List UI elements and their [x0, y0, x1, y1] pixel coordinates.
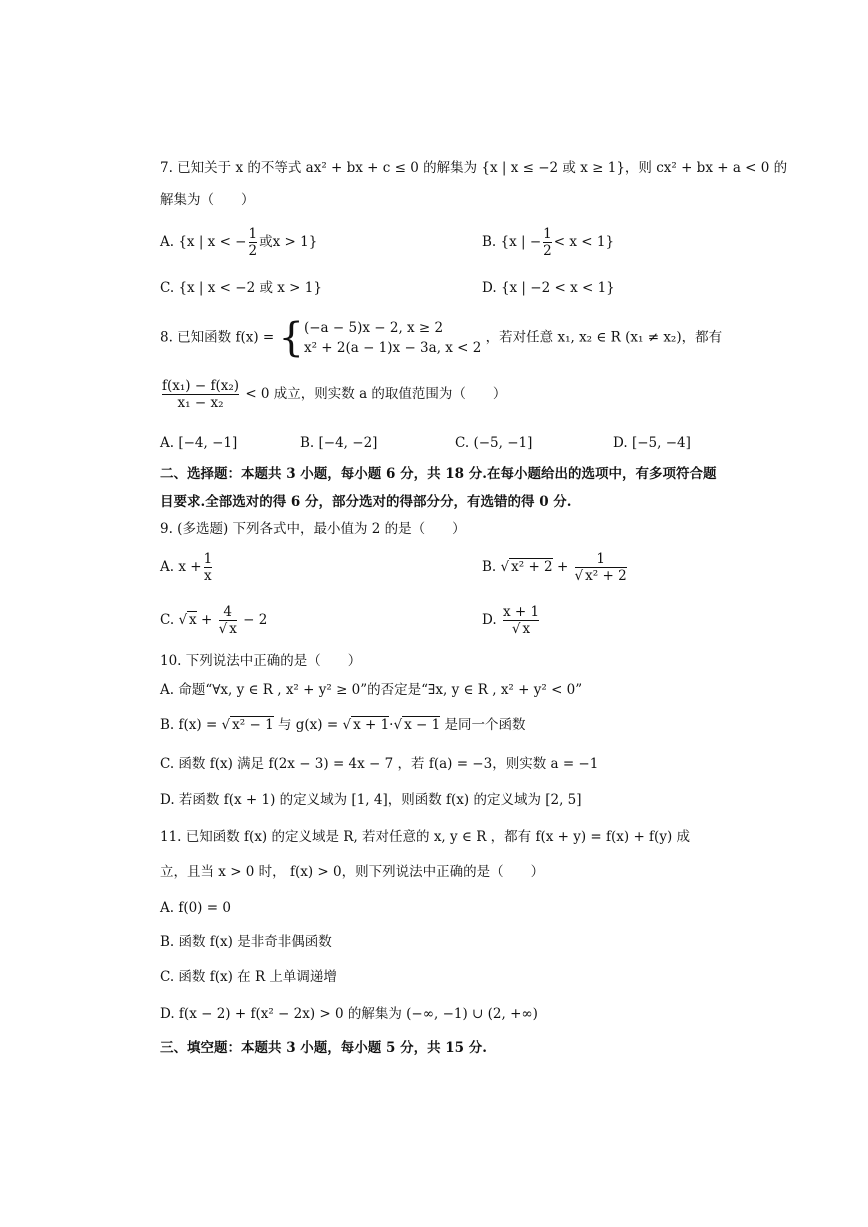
option-text: 是同一个函数 — [444, 717, 526, 733]
q7-option-d — [482, 279, 615, 297]
q7-stem-line2: 解集为（ ） — [160, 192, 255, 208]
option-text: B. f(x) = — [160, 717, 218, 733]
q10-option-c: C. 函数 f(x) 满足 f(2x − 3) = 4x − 7 ，若 f(a) = −3，则实数 a = −1 — [160, 756, 599, 772]
radicand: x² + 2 — [585, 568, 627, 584]
section3-heading: 三、填空题：本题共 3 小题，每小题 5 分，共 15 分. — [160, 1040, 487, 1056]
option-text: [−4, −1] — [178, 435, 238, 451]
q11-stem-line2: 立，且当 x > 0 时， f(x) > 0，则下列说法中正确的是（ ） — [160, 864, 545, 880]
q10-option-a: A. 命题“∀x, y ∈ R , x² + y² ≥ 0”的否定是“∃x, y ∈ R , x² + y² < 0” — [160, 682, 583, 698]
numerator: x + 1 — [502, 604, 540, 620]
option-label: B. — [300, 435, 315, 451]
option-text: {x | x < − — [178, 234, 247, 250]
option-label: C. — [160, 280, 175, 296]
section2-heading-line2: 目要求.全部选对的得 6 分，部分选对的得部分分，有选错的得 0 分. — [160, 494, 572, 510]
q8-option-a — [160, 434, 237, 452]
q11-stem-line1: 11. 已知函数 f(x) 的定义域是 R, 若对任意的 x, y ∈ R ，都有 f(x + y) = f(x) + f(y) 成 — [160, 829, 691, 845]
numerator: 1 — [596, 551, 605, 567]
option-text: − 2 — [243, 612, 268, 628]
q8-option-d — [613, 434, 691, 452]
q11-option-a: A. f(0) = 0 — [160, 900, 231, 916]
radicand: x² − 1 — [232, 717, 274, 733]
numerator: 1 — [543, 226, 552, 242]
q9-option-a — [160, 551, 214, 584]
sqrt-symbol: √ — [178, 612, 188, 628]
q8-stem-pre: 8. 已知函数 f(x) = — [160, 329, 275, 346]
option-label: A. — [160, 234, 175, 250]
q10-option-d: D. 若函数 f(x + 1) 的定义域为 [1, 4]，则函数 f(x) 的定义域为 [2, 5] — [160, 792, 582, 808]
option-text: (−5, −1] — [473, 435, 533, 451]
denominator: √ x — [503, 620, 539, 637]
radicand: x + 1 — [353, 717, 390, 733]
q9-option-c — [160, 604, 267, 637]
option-text: [−5, −4] — [631, 435, 691, 451]
brace-symbol: { — [278, 315, 304, 361]
q7-option-c — [160, 279, 322, 297]
piece-case-1: (−a − 5)x − 2, x ≥ 2 — [303, 320, 444, 336]
option-text: {x | x < −2 或 x > 1} — [178, 280, 322, 296]
option-text: 与 g(x) = — [277, 717, 339, 733]
denominator: x₁ − x₂ — [162, 394, 239, 411]
denominator: x — [204, 568, 212, 584]
option-label: D. — [613, 435, 628, 451]
option-label: A. — [160, 435, 175, 451]
q8-condition — [160, 378, 506, 411]
sqrt-symbol: √ — [342, 717, 352, 733]
fraction — [204, 551, 213, 584]
numerator: 4 — [223, 604, 232, 620]
fraction — [219, 604, 237, 637]
q7-stem-line1: 7. 已知关于 x 的不等式 ax² + bx + c ≤ 0 的解集为 {x | x ≤ −2 或 x ≥ 1}，则 cx² + bx + a < 0 的 — [160, 160, 788, 176]
option-text: {x | − — [500, 234, 542, 250]
denominator: 2 — [543, 243, 552, 259]
option-text: {x | −2 < x < 1} — [500, 280, 615, 296]
option-label: D. — [482, 280, 497, 296]
q9-option-d — [482, 604, 541, 637]
option-label: D. — [482, 612, 497, 628]
fraction — [543, 226, 552, 259]
option-text: < x < 1} — [553, 234, 615, 250]
option-label: C. — [455, 435, 470, 451]
radicand: x — [522, 621, 531, 637]
fraction — [503, 604, 539, 637]
denominator: √ x — [218, 621, 237, 637]
dot-operator: · — [389, 717, 394, 733]
numerator: 1 — [203, 551, 213, 567]
option-text: [−4, −2] — [318, 435, 378, 451]
radicand: x² + 2 — [511, 559, 553, 575]
q11-option-b: B. 函数 f(x) 是非奇非偶函数 — [160, 934, 332, 950]
q8-option-c — [455, 434, 532, 452]
q8-option-b — [300, 434, 377, 452]
radicand: x − 1 — [404, 717, 441, 733]
q8-condition-text: < 0 成立，则实数 a 的取值范围为（ ） — [245, 386, 507, 402]
option-label: A. — [160, 559, 175, 575]
sqrt-symbol: √ — [500, 559, 510, 575]
piecewise-cases — [304, 318, 481, 358]
q11-option-d: D. f(x − 2) + f(x² − 2x) > 0 的解集为 (−∞, −1) ∪ (2, +∞) — [160, 1006, 538, 1022]
fraction — [249, 226, 258, 259]
radicand: x — [189, 612, 197, 628]
q8-stem — [160, 315, 723, 361]
plus-sign: + — [200, 612, 213, 628]
option-text: x + — [178, 559, 202, 575]
q10-option-b — [160, 716, 525, 734]
q8-stem-post: ，若对任意 x₁, x₂ ∈ R (x₁ ≠ x₂)，都有 — [485, 329, 723, 346]
option-label: B. — [482, 234, 497, 250]
piece-case-2: x² + 2(a − 1)x − 3a, x < 2 — [303, 340, 482, 356]
q9-option-b — [482, 551, 629, 584]
plus-sign: + — [556, 559, 569, 575]
q10-stem: 10. 下列说法中正确的是（ ） — [160, 653, 362, 669]
option-label: C. — [160, 612, 175, 628]
q7-option-b — [482, 226, 614, 259]
denominator: √ x² + 2 — [574, 568, 627, 584]
sqrt-symbol: √ — [393, 717, 403, 733]
section2-heading-line1: 二、选择题：本题共 3 小题，每小题 6 分，共 18 分.在每小题给出的选项中，有多项符合题 — [160, 466, 717, 482]
numerator: f(x₁) − f(x₂) — [162, 378, 240, 394]
radicand: x — [229, 621, 237, 637]
q9-stem: 9. (多选题) 下列各式中，最小值为 2 的是（ ） — [160, 521, 466, 537]
denominator: 2 — [248, 243, 258, 259]
sqrt-symbol: √ — [221, 717, 231, 733]
q11-option-c: C. 函数 f(x) 在 R 上单调递增 — [160, 969, 337, 985]
fraction — [162, 378, 239, 411]
fraction — [575, 551, 627, 584]
option-text: 或x > 1} — [259, 234, 318, 250]
numerator: 1 — [248, 226, 258, 242]
q7-option-a — [160, 226, 317, 259]
option-label: B. — [482, 559, 497, 575]
